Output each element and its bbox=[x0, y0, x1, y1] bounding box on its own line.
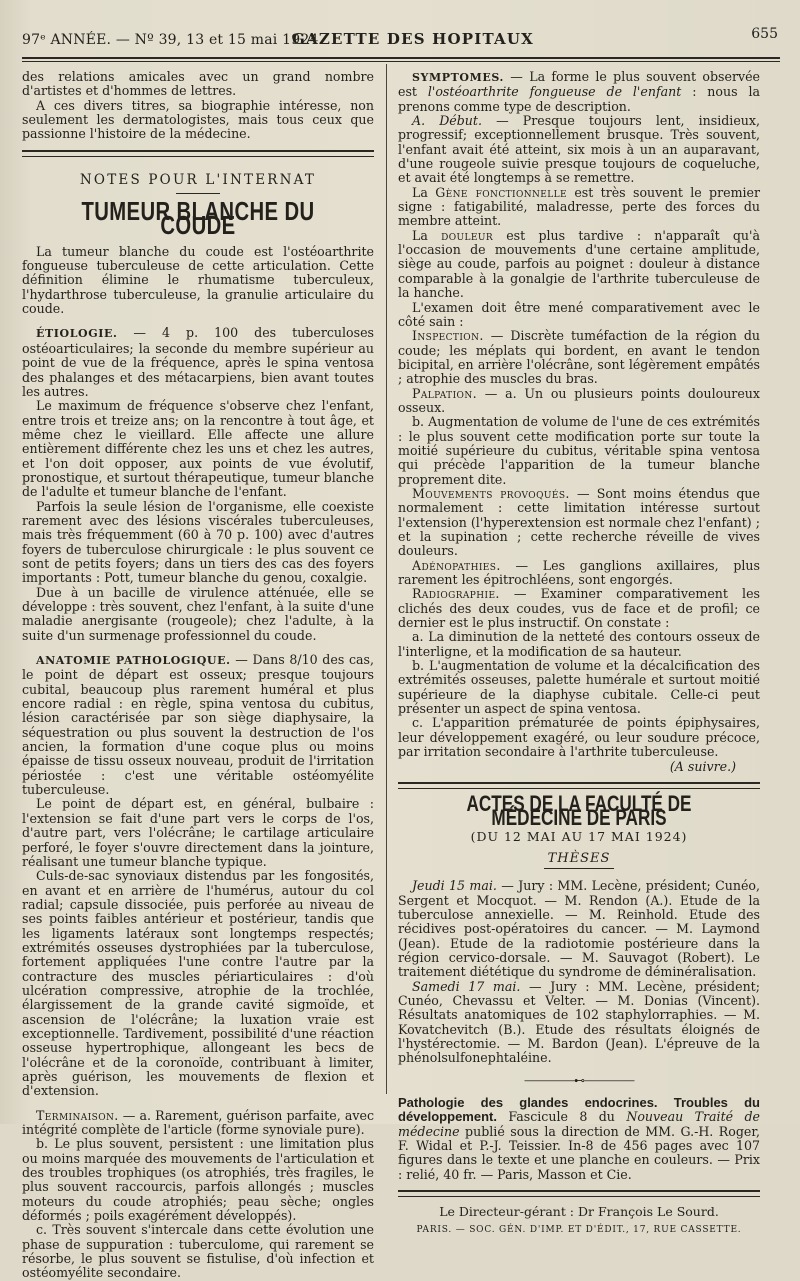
ornament-divider: —————⊷————— bbox=[524, 1073, 634, 1087]
radiographie-text: — Examiner comparativement les clichés des deux coudes, vus de face et de profil; ce dernier est le plus instructif. On constate : bbox=[398, 586, 760, 631]
book-text: Fascicule 8 du bbox=[496, 1109, 627, 1125]
heading-rule bbox=[176, 193, 220, 194]
director-line: Le Directeur-gérant : Dr François Le Sourd. bbox=[439, 1204, 719, 1220]
etiologie-text: — 4 p. 100 des tuberculoses ostéoarticulaires; la seconde du membre supérieur au point de vue de la fréquence, après le spina ventosa des phalanges et des métacarpiens, bien avant toutes les autres. bbox=[22, 325, 374, 399]
section-heading: NOTES POUR L'INTERNAT bbox=[79, 171, 317, 188]
printer-line: PARIS. — SOC. GÉN. D'IMP. ET D'ÉDIT., 17, RUE CASSETTE. bbox=[416, 1225, 742, 1236]
body-paragraph: Culs-de-sac synoviaux distendus par les fongosités, en avant et en arrière de l'humérus, autour du col radial; capsule dissociée, puis perforée au niveau de ses points faibles antérieur et postérieur, tandis que les ligaments latéraux sont longtemps respectés; extrémités osseuses dystrophiées par la tuberculose, fortement appliquées l'une contre l'autre par la contracture des muscles périarticulaires : d'où ulcération compressive, atrophie de la trochlée, élargissement de la grande cavité sigmoïde, et ascension de l'olécrâne; la luxation vraie est exceptionnelle. Tardivement, possibilité d'une réaction osseuse hypertrophique, allongeant les becs de l'olécrâne et de la coronoïde, contribuant à limiter, après guérison, les mouvements de flexion et d'extension. bbox=[22, 868, 374, 1099]
body-paragraph: b. Augmentation de volume de l'une de ces extrémités : le plus souvent cette modification porte sur toute la moitié supérieure du cubitus, véritable spina ventosa qui précède l'apparition de la tumeur blanche proprement dite. bbox=[398, 414, 760, 487]
jeudi-date: Jeudi 15 mai. bbox=[412, 878, 497, 894]
heading-rule bbox=[544, 868, 614, 869]
page-number: 655 bbox=[751, 26, 778, 42]
etiologie-heading: ÉTIOLOGIE. bbox=[36, 327, 118, 341]
terminaison-text: — a. Rarement, guérison parfaite, avec intégrité complète de l'article (forme synoviale pure). bbox=[22, 1107, 374, 1138]
faculty-date-range: (DU 12 MAI AU 17 MAI 1924) bbox=[470, 828, 688, 844]
journal-title: GAZETTE DES HOPITAUX bbox=[292, 30, 535, 48]
gene-prefix: La bbox=[412, 184, 436, 200]
gene-text: est très souvent le premier signe : fatigabilité, maladresse, perte des forces du membre atteint. bbox=[398, 184, 761, 229]
book-text: publié sous la direction de MM. G.-H. Roger, F. Widal et P.-J. Teissier. In-8 de 456 pages avec 107 figures dans le texte et une planche en couleurs. — Prix : relié, 40 fr. — Paris, Masson et Cie. bbox=[398, 1123, 760, 1182]
adenopathies-heading: Adénopathies. bbox=[412, 557, 501, 573]
body-paragraph: b. Le plus souvent, persistent : une limitation plus ou moins marquée des mouvements de l'articulation et des troubles trophiques (os atrophiés, très fragiles, le plus souvent raccourcis, parfois allongés ; muscles moteurs du coude atrophiés; peau sèche; ongles déformés ; poils exagérément développés). bbox=[22, 1136, 374, 1224]
article-title: TUMEUR BLANCHE DU COUDE bbox=[81, 196, 315, 241]
palpation-text: — a. Un ou plusieurs points douloureux osseux. bbox=[398, 385, 760, 415]
continued-note: (A suivre.) bbox=[669, 758, 736, 774]
terminaison-heading: Terminaison. bbox=[36, 1107, 119, 1123]
inspection-heading: Inspection. bbox=[412, 328, 484, 344]
mouvements-heading: Mouvements provoqués. bbox=[412, 485, 570, 501]
adenopathies-text: — Les ganglions axillaires, plus rarement les épitrochléens, sont engorgés. bbox=[398, 557, 760, 588]
body-paragraph: c. Très souvent s'intercale dans cette évolution une phase de suppuration : tuberculome, qui rarement se résorbe, le plus souvent se fistulise, d'où infection et ostéomyélite secondaire. bbox=[22, 1222, 374, 1281]
samedi-date: Samedi 17 mai. bbox=[412, 978, 521, 994]
body-paragraph: L'examen doit être mené comparativement avec le côté sain : bbox=[398, 299, 760, 329]
debut-heading: A. Début. bbox=[412, 113, 482, 129]
samedi-text: — Jury : MM. Lecène, président; Cunéo, Chevassu et Velter. — M. Donias (Vincent). Résultats anatomiques de 102 staphylorraphies. — M. Kovatchevitch (B.). Etude des résultats éloignés de l'hystérectomie. — M. Bardon (Jean). L'épreuve de la phénolsulfonephtaléine. bbox=[398, 978, 760, 1066]
douleur-heading: douleur bbox=[441, 227, 493, 243]
symptomes-italic: l'ostéoarthrite fongueuse de l'enfant bbox=[427, 84, 682, 100]
mouvements-text: — Sont moins étendus que normalement : cette limitation intéresse surtout l'extension (l'hyperextension est normale chez l'enfant) ; et la supination ; cette recherche réveille de vives douleurs. bbox=[398, 485, 760, 559]
palpation-heading: Palpation. bbox=[412, 385, 478, 401]
inspection-text: — Discrète tuméfaction de la région du coude; les méplats qui bordent, en avant le tendon bicipital, en arrière l'olécrâne, sont légèrement empâtés ; atrophie des muscles du bras. bbox=[398, 328, 760, 387]
body-paragraph: c. L'apparition prématurée de points épiphysaires, leur développement exagéré, ou leur soudure précoce, par irritation secondaire à l'arthrite tuberculeuse. bbox=[398, 715, 760, 760]
book-series: Nouveau Traité de médecine bbox=[398, 1109, 761, 1139]
body-paragraph: Le maximum de fréquence s'observe chez l'enfant, entre trois et treize ans; on la rencontre à tout âge, et même chez le vieillard. Elle affecte une allure entièrement différente chez les uns et chez les autres, et l'on doit opposer, aux points de vue évolutif, pronostique, et surtout thérapeutique, tumeur blanche de l'adulte et tumeur blanche de l'enfant. bbox=[22, 398, 374, 500]
intro-paragraph: A ces divers titres, sa biographie intéresse, non seulement les dermatologistes, mais tous ceux que passionne l'histoire de la médecine. bbox=[22, 97, 374, 142]
anatomie-heading: ANATOMIE PATHOLOGIQUE. bbox=[36, 654, 231, 668]
body-paragraph: a. La diminution de la netteté des contours osseux de l'interligne, et la modification de sa hauteur. bbox=[398, 629, 760, 659]
body-paragraph: Parfois la seule lésion de l'organisme, elle coexiste rarement avec des lésions viscérales tuberculeuses, mais très fréquemment (60 à 70 p. 100) avec d'autres foyers de tuberculose chirurgicale : le plus souvent ce sont de petits foyers; dans un tiers des cas des foyers importants : Pott, tumeur blanche du genou, coxalgie. bbox=[22, 498, 374, 586]
faculty-title: ACTES DE LA FACULTÉ DE MÉDECINE DE PARIS bbox=[466, 790, 692, 831]
issue-line: 97ᵉ ANNÉE. — Nº 39, 13 et 15 mai 1924. bbox=[22, 32, 324, 48]
douleur-prefix: La bbox=[412, 227, 442, 243]
left-column bbox=[22, 70, 374, 1281]
header-rule-thin bbox=[22, 61, 780, 62]
debut-text: — Presque toujours lent, insidieux, progressif; exceptionnellement brusque. Très souvent, l'enfant avait été atteint, six mois à un an auparavant, d'une rougeole suivie presque toujours de coqueluche, et avait été longtemps à se remettre. bbox=[398, 113, 760, 186]
header-rule bbox=[22, 57, 780, 59]
radiographie-heading: Radiographie. bbox=[412, 586, 500, 602]
jeudi-text: — Jury : MM. Lecène, président; Cunéo, Sergent et Mocquot. — M. Rendon (A.). Etude de la tuberculose annexielle. — M. Reinhold. Etude des récidives post-opératoires du cancer. — M. Laymond (Jean). Etude de la radiotomie postérieure dans la région cervico-dorsale. — M. Sauvagot (Robert). Le traitement diététique du syndrome de déminéralisation. bbox=[398, 878, 760, 980]
section-divider bbox=[398, 782, 760, 789]
douleur-text: est plus tardive : n'apparaît qu'à l'occasion de mouvements d'une certaine amplitude, siège au coude, parfois au poignet : douleur à distance comparable à la gonalgie de l'arthrite tuberculeuse de la hanche. bbox=[398, 227, 761, 301]
book-title: Pathologie des glandes endocrines. Troubles du développement. bbox=[398, 1095, 760, 1125]
body-paragraph: b. L'augmentation de volume et la décalcification des extrémités osseuses, palette humérale et surtout moitié supérieure de la diaphyse cubitale. Celle-ci peut présenter un aspect de spina ventosa. bbox=[398, 658, 760, 717]
right-column bbox=[398, 70, 760, 1238]
column-separator bbox=[386, 64, 387, 1094]
symptomes-heading: SYMPTOMES. bbox=[412, 71, 504, 84]
footer-divider bbox=[398, 1190, 760, 1197]
body-paragraph: Due à un bacille de virulence atténuée, elle se développe : très souvent, chez l'enfant, à la suite d'une maladie anergisante (rougeole); chez l'adulte, à la suite d'un surmenage professionnel du coude. bbox=[22, 584, 374, 643]
anatomie-text: — Dans 8/10 des cas, le point de départ est osseux; presque toujours cubital, beaucoup plus rarement huméral et plus encore radial : en règle, spina ventosa du cubitus, lésion caractérisée par son siège diaphysaire, la séquestration ou plus souvent la destruction de l'os ancien, la formation d'une coque plus ou moins épaisse de tissu osseux nouveau, produit de l'irritation périostée : c'est une véritable ostéomyélite tuberculeuse. bbox=[22, 652, 374, 798]
running-header bbox=[22, 22, 782, 52]
theses-heading: THÈSES bbox=[547, 850, 611, 866]
symptomes-text: — La forme le plus souvent observée est bbox=[398, 69, 760, 100]
section-divider bbox=[22, 150, 374, 157]
intro-paragraph: des relations amicales avec un grand nombre d'artistes et d'hommes de lettres. bbox=[22, 69, 374, 99]
symptomes-text: : nous la prenons comme type de description. bbox=[398, 84, 760, 114]
gene-heading: Gène fonctionnelle bbox=[435, 184, 567, 200]
body-paragraph: Le point de départ est, en général, bulbaire : l'extension se fait d'une part vers le corps de l'os, d'autre part, vers l'olécrâne; le cartilage articulaire perforé, le foyer s'ouvre directement dans la jointure, réalisant une tumeur blanche typique. bbox=[22, 796, 374, 869]
definition-paragraph: La tumeur blanche du coude est l'ostéoarthrite fongueuse tuberculeuse de cette articulation. Cette définition élimine le rhumatisme tuberculeux, l'hydarthrose tuberculeuse, la granulie articulaire du coude. bbox=[22, 243, 374, 317]
